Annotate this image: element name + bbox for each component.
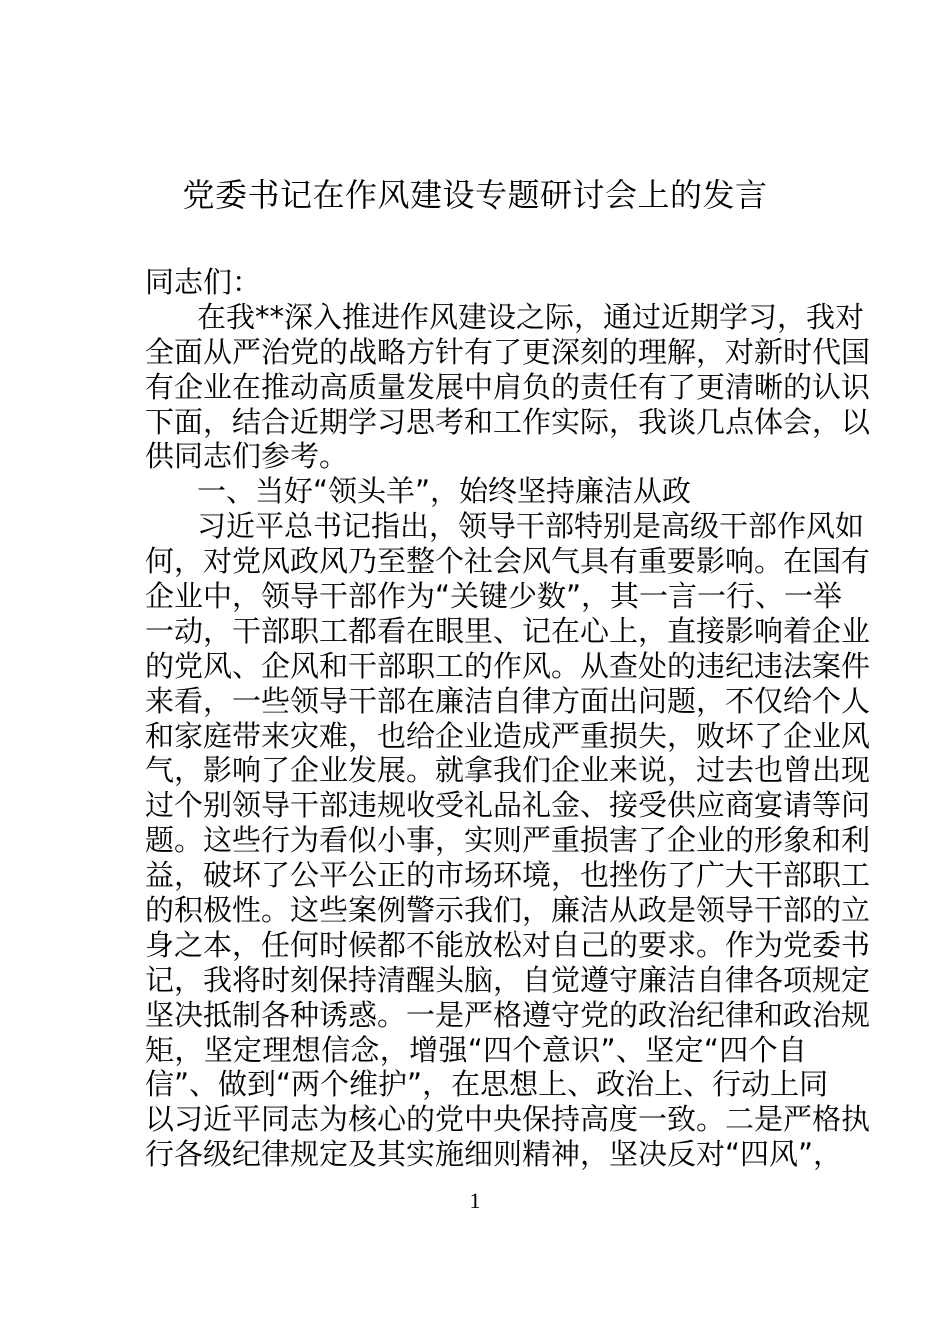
text-line: 的积极性。这些案例警示我们，廉洁从政是领导干部的立 [145,893,871,928]
text-line: 一动，干部职工都看在眼里、记在心上，直接影响着企业 [145,613,871,648]
text-line: 以习近平同志为核心的党中央保持高度一致。二是严格执 [145,1102,871,1137]
text-line: 和家庭带来灾难，也给企业造成严重损失，败坏了企业风 [145,718,871,753]
text-line: 习近平总书记指出，领导干部特别是高级干部作风如 [197,509,865,544]
text-line: 在我**深入推进作风建设之际，通过近期学习，我对 [197,299,865,334]
text-line: 题。这些行为看似小事，实则严重损害了企业的形象和利 [145,823,871,858]
text-line: 何，对党风政风乃至整个社会风气具有重要影响。在国有 [145,544,871,579]
document-title: 党委书记在作风建设专题研讨会上的发言 [182,176,768,214]
page-number: 1 [469,1188,481,1213]
document-body [145,265,871,1172]
text-line: 来看，一些领导干部在廉洁自律方面出问题，不仅给个人 [145,683,871,718]
text-line: 有企业在推动高质量发展中肩负的责任有了更清晰的认识 [145,369,871,404]
text-line: 行各级纪律规定及其实施细则精神，坚决反对“四风”， [145,1137,843,1172]
text-line: 气，影响了企业发展。就拿我们企业来说，过去也曾出现 [145,753,871,788]
text-line: 身之本，任何时候都不能放松对自己的要求。作为党委书 [145,927,871,962]
text-line: 矩，坚定理想信念，增强“四个意识”、坚定“四个自 [145,1032,807,1067]
text-line: 供同志们参考。 [145,439,349,474]
text-line: 益，破坏了公平公正的市场环境，也挫伤了广大干部职工 [145,858,871,893]
text-line: 记，我将时刻保持清醒头脑，自觉遵守廉洁自律各项规定 [145,962,871,997]
salutation: 同志们： [145,265,262,299]
text-line: 坚决抵制各种诱惑。一是严格遵守党的政治纪律和政治规 [145,997,871,1032]
text-line: 下面，结合近期学习思考和工作实际，我谈几点体会，以 [145,404,871,439]
text-line: 全面从严治党的战略方针有了更深刻的理解，对新时代国 [145,334,871,369]
text-line: 信”、做到“两个维护”，在思想上、政治上、行动上同 [145,1067,829,1102]
text-line: 企业中，领导干部作为“关键少数”，其一言一行、一举 [145,579,843,614]
text-line: 的党风、企风和干部职工的作风。从查处的违纪违法案件 [145,648,871,683]
section-heading: 一、当好“领头羊”，始终坚持廉洁从政 [197,474,692,509]
text-line: 过个别领导干部违规收受礼品礼金、接受供应商宴请等问 [145,788,871,823]
